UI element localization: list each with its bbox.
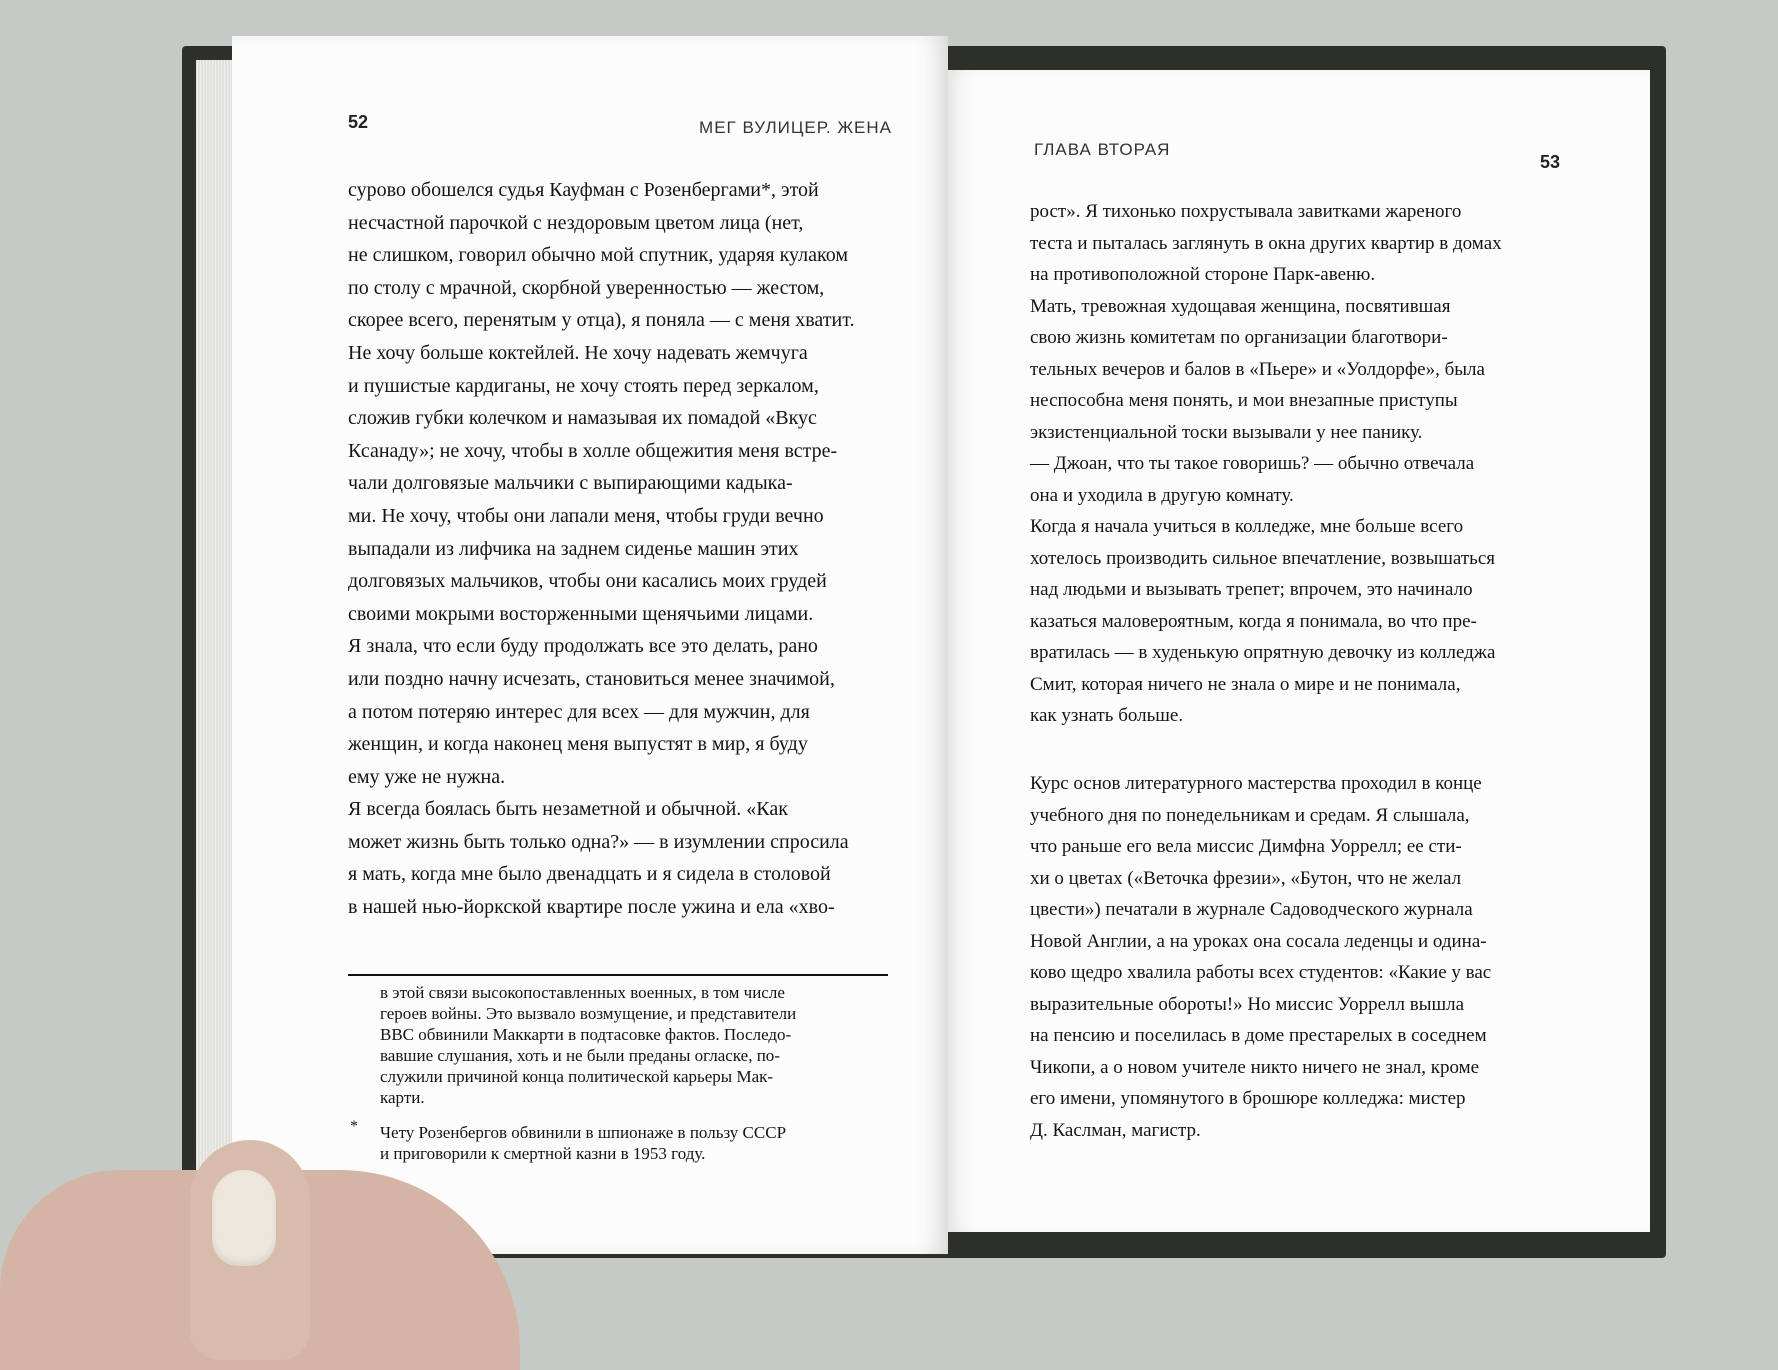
footnote-marker: * (350, 1118, 358, 1135)
footnote: в этой связи высокопоставленных военных, в том числе героев войны. Это вызвало возмущение, и представители ВВС обвинили Маккарти в подтасовке фактов. Последо- вавшие слушания, хоть и не были преданы огласке, по- служили причиной конца политической карьеры Мак- карти. (380, 983, 797, 1107)
running-head: ГЛАВА ВТОРАЯ (1034, 140, 1171, 159)
page-edges (196, 60, 236, 1170)
page-number: 53 (1539, 152, 1560, 172)
thumbnail-nail (212, 1170, 276, 1266)
page-number: 52 (348, 112, 369, 132)
body-text: рост». Я тихонько похрустывала завитками жареного теста и пыталась заглянуть в окна других квартир в домах на противоположной стороне Парк-авеню. Мать, тревожная худощавая женщина, посвятившая свою жизнь комитетам по организации благотвори- тельных вечеров и балов в «Пьере» и «Уолдорфе», была неспособна меня понять, и мои внезапные приступы экзистенциальной тоски вызывали у нее панику. — Джоан, что ты такое говоришь? — обычно отвечала она и уходила в другую комнату. Когда я начала учиться в колледже, мне больше всего хотелось производить сильное впечатление, возвышаться над людьми и вызывать трепет; впрочем, это начинало казаться маловероятным, когда я понимала, во что пре- вратилась — в худенькую опрятную девочку из колледжа Смит, которая ничего не знала о мире и не понимала, как узнать больше. (1030, 201, 1502, 726)
footnote: Чету Розенбергов обвинили в шпионаже в пользу СССР и приговорили к смертной казни в 1953 году. (380, 1123, 787, 1163)
right-page (948, 70, 1650, 1232)
body-text: сурово обошелся судья Кауфман с Розенбергами*, этой несчастной парочкой с нездоровым цветом лица (нет, не слишком, говорил обычно мой спутник, ударяя кулаком по столу с мрачной, скорбной уверенностью — жестом, скорее всего, перенятым у отца), я поняла — с меня хватит. Не хочу больше коктейлей. Не хочу надевать жемчуга и пушистые кардиганы, не хочу стоять перед зеркалом, сложив губки колечком и намазывая их помадой «Вкус Ксанаду»; не хочу, чтобы в холле общежития меня встре- чали долговязые мальчики с выпирающими кадыка- ми. Не хочу, чтобы они лапали меня, чтобы груди вечно выпадали из лифчика на заднем сиденье машин этих долговязых мальчиков, чтобы они касались моих грудей своими мокрыми восторженными щенячьими лицами. Я знала, что если буду продолжать все это делать, рано или поздно начну исчезать, становиться менее значимой, а потом потеряю интерес для всех — для мужчин, для женщин, и когда наконец меня выпустят в мир, я буду ему уже не нужна. Я всегда боялась быть незаметной и обычной. «Как может жизнь быть только одна?» — в изумлении спросила я мать, когда мне было двенадцать и я сидела в столовой в нашей нью-йоркской квартире после ужина и ела «хво- (348, 179, 855, 919)
left-page (232, 36, 948, 1254)
footnote-divider (348, 974, 888, 976)
body-text: Курс основ литературного мастерства проходил в конце учебного дня по понедельникам и средам. Я слышала, что раньше его вела миссис Димфна Уоррелл; ее сти- хи о цветах («Веточка фрезии», «Бутон, что не желал цвести») печатали в журнале Садоводческого журнала Новой Англии, а на уроках она сосала леденцы и одина- ково щедро хвалила работы всех студентов: «Какие у вас выразительные обороты!» Но миссис Уоррелл вышла на пенсию и поселилась в доме престарелых в соседнем Чикопи, а о новом учителе никто ничего не знал, кроме его имени, упомянутого в брошюре колледжа: мистер Д. Каслман, магистр. (1030, 773, 1492, 1141)
running-head: МЕГ ВУЛИЦЕР. ЖЕНА (699, 118, 892, 137)
